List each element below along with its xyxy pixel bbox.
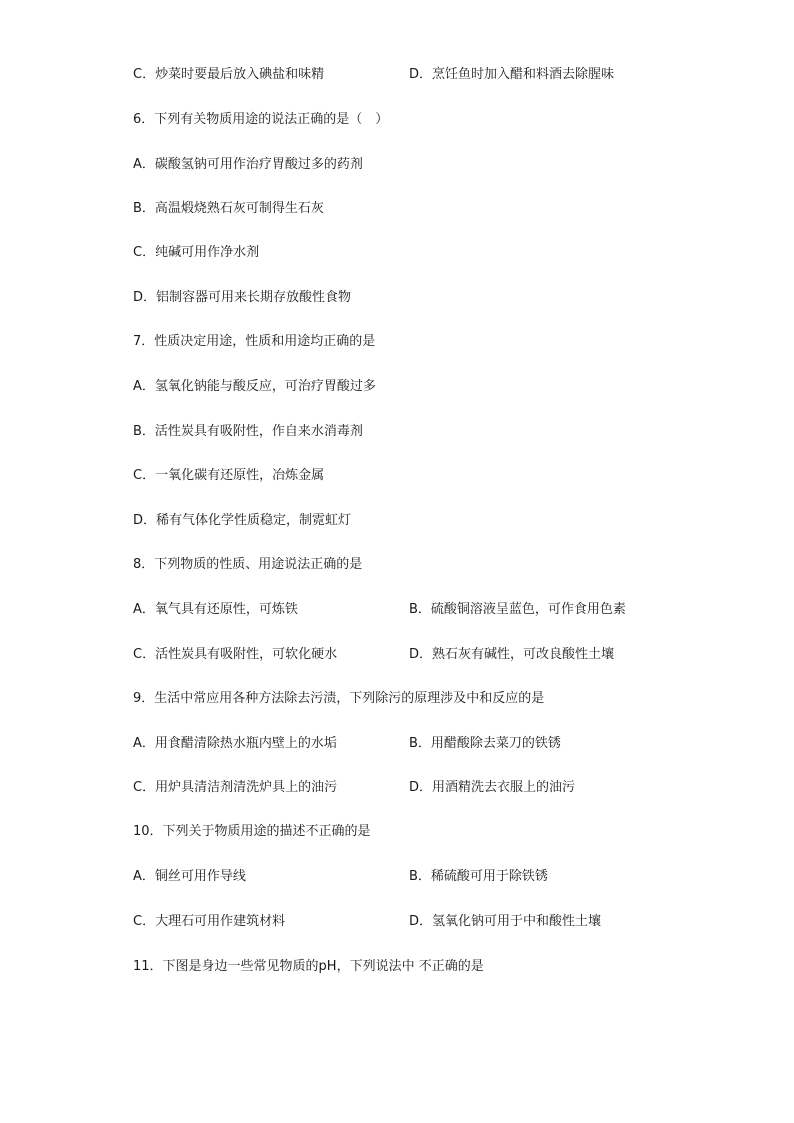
q9-option-b: B．用醋酸除去菜刀的铁锈 <box>409 736 561 751</box>
q7-option-b: B．活性炭具有吸附性，作自来水消毒剂 <box>133 424 363 439</box>
q8-option-a: A．氧气具有还原性，可炼铁 <box>133 602 298 617</box>
q9-option-c: C．用炉具清洁剂清洗炉具上的油污 <box>133 780 338 795</box>
q6-option-c: C．纯碱可用作净水剂 <box>133 245 260 260</box>
question-10: 10．下列关于物质用途的描述不正确的是 <box>133 824 371 839</box>
q6-option-b: B．高温煅烧熟石灰可制得生石灰 <box>133 201 324 216</box>
q5-option-d: D．烹饪鱼时加入醋和料酒去除腥味 <box>409 67 615 82</box>
q9-option-a: A．用食醋清除热水瓶内壁上的水垢 <box>133 736 337 751</box>
question-11: 11．下图是身边一些常见物质的pH，下列说法中 不正确的是 <box>133 959 484 974</box>
q7-option-c: C．一氧化碳有还原性，冶炼金属 <box>133 468 325 483</box>
q10-option-a: A．铜丝可用作导线 <box>133 869 246 884</box>
question-7: 7．性质决定用途，性质和用途均正确的是 <box>133 334 376 349</box>
q5-option-c: C．炒菜时要最后放入碘盐和味精 <box>133 67 325 82</box>
q10-option-b: B．稀硫酸可用于除铁锈 <box>409 869 548 884</box>
q7-option-a: A．氢氧化钠能与酸反应，可治疗胃酸过多 <box>133 379 376 394</box>
q8-option-d: D．熟石灰有碱性，可改良酸性土壤 <box>409 647 615 662</box>
question-9: 9．生活中常应用各种方法除去污渍，下列除污的原理涉及中和反应的是 <box>133 691 545 706</box>
q6-option-d: D．铝制容器可用来长期存放酸性食物 <box>133 290 352 305</box>
q8-option-c: C．活性炭具有吸附性，可软化硬水 <box>133 647 338 662</box>
question-6: 6．下列有关物质用途的说法正确的是（ ） <box>133 112 389 127</box>
q10-option-d: D．氢氧化钠可用于中和酸性土壤 <box>409 914 602 929</box>
q7-option-d: D．稀有气体化学性质稳定，制霓虹灯 <box>133 513 352 528</box>
question-8: 8．下列物质的性质、用途说法正确的是 <box>133 557 363 572</box>
q6-option-a: A．碳酸氢钠可用作治疗胃酸过多的药剂 <box>133 157 363 172</box>
q9-option-d: D．用酒精洗去衣服上的油污 <box>409 780 576 795</box>
q10-option-c: C．大理石可用作建筑材料 <box>133 914 286 929</box>
q8-option-b: B．硫酸铜溶液呈蓝色，可作食用色素 <box>409 602 626 617</box>
